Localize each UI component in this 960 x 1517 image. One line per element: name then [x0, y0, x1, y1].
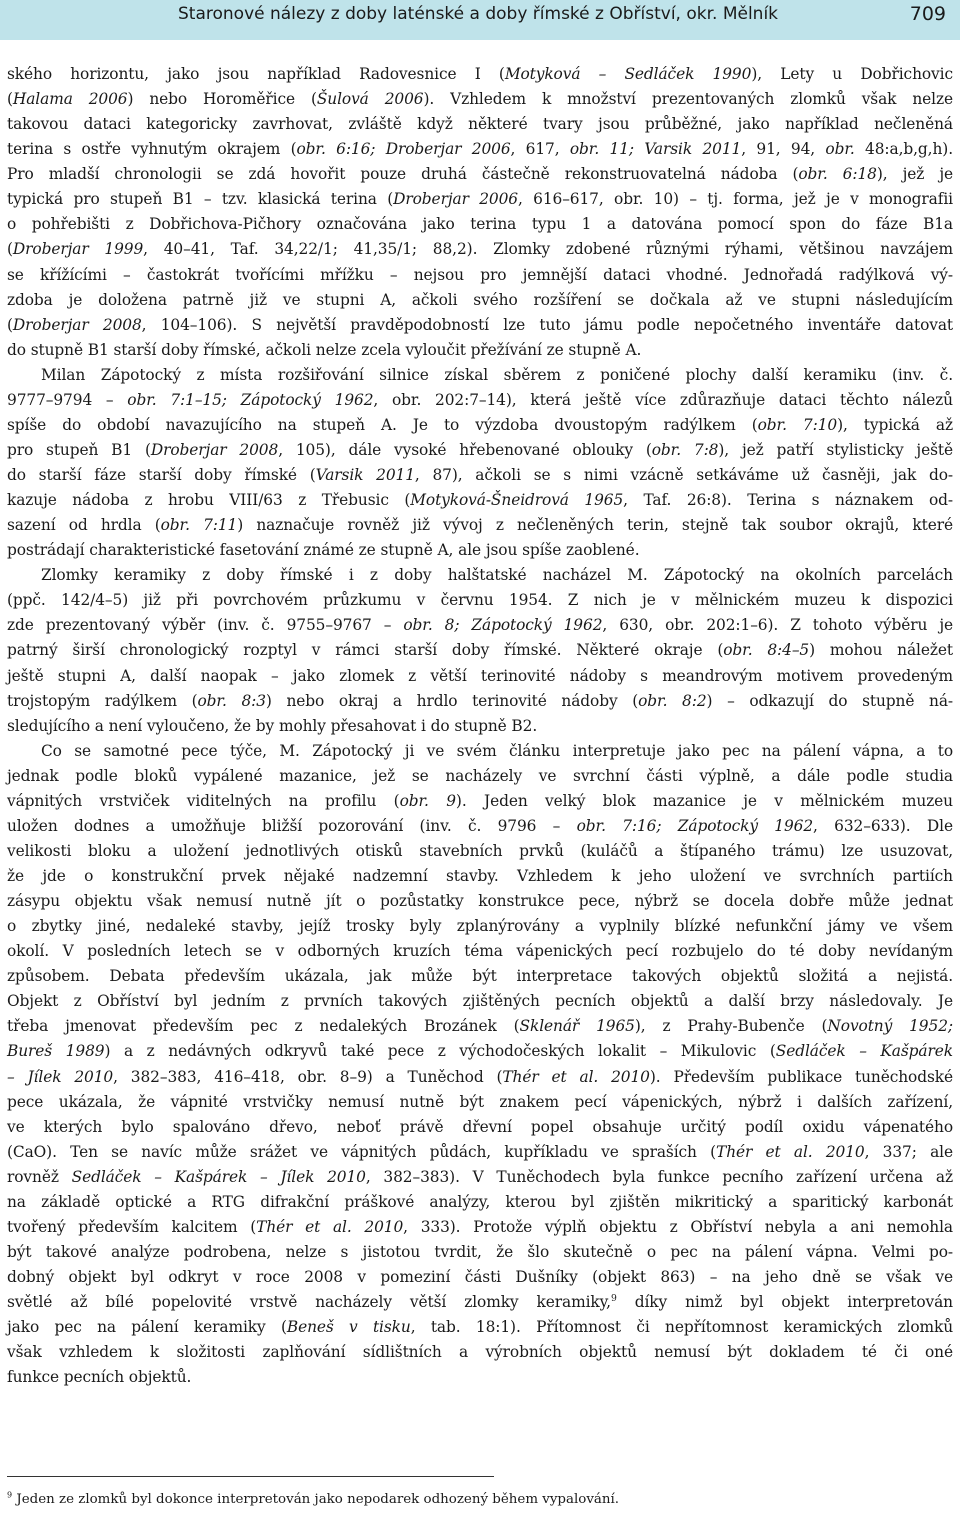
footnote-number: 9 — [7, 1490, 13, 1500]
text-line — [7, 764, 953, 789]
text-line — [7, 889, 953, 914]
citation: Droberjar 2008 — [12, 315, 142, 334]
text-line — [7, 263, 953, 288]
citation: Motyková-Šneidrová 1965 — [410, 491, 624, 510]
text-line — [7, 864, 953, 889]
text-run: jednak podle bloků vypálené mazanice, jež se nacházely ve svrchní části výplně, a dále podle studia — [7, 766, 953, 785]
text-run: ) nebo Horoměřice ( — [127, 90, 317, 109]
page-number: 709 — [909, 3, 946, 25]
text-line — [7, 1315, 953, 1340]
text-run: že jde o konstrukční prvek nějaké nadzemní stavby. Vzhledem k jeho uložení ve svrchních partiích — [7, 867, 953, 885]
text-run: se křížícími – častokrát tvořícími mřížku – nejsou pro jemnější dataci vhodné. Jednořadá radýlková vý- — [7, 265, 953, 284]
text-line — [7, 338, 953, 363]
footnote-separator — [7, 1476, 494, 1477]
text-line — [7, 363, 953, 388]
text-line — [7, 1365, 953, 1390]
text-run: , 630, obr. 202:1–6). Z tohoto výběru je — [602, 616, 953, 635]
text-run: pro stupeň B1 ( — [7, 440, 151, 459]
text-line — [7, 939, 953, 964]
text-line — [7, 488, 953, 513]
text-run: ), z Prahy-Bubenče ( — [634, 1017, 828, 1036]
text-run: velikosti bloku a uložení jednotlivých otisků stavebních prvků (kuláčů a štípaného trámu) lze usuzovat, — [7, 841, 953, 860]
text-run: o pohřebišti z Dobřichova-Pičhory označována jako terina typu 1 a datována pomocí spon do fáze B1a — [7, 215, 953, 234]
text-line — [7, 638, 953, 663]
text-run: Pro mladší chronologii se zdá hovořit pouze druhá částečně rekonstruovatelná nádoba ( — [7, 165, 799, 184]
citation: obr. 7:1–15; Zápotocký 1962 — [127, 390, 374, 409]
text-line — [7, 112, 953, 137]
footnote — [7, 1491, 619, 1509]
citation: obr. 6:18 — [798, 165, 877, 184]
text-line — [7, 1215, 953, 1240]
text-run: (ppč. 142/4–5) již při povrchovém průzkumu v červnu 1954. Z nich je v mělnickém muzeu k dispozici — [7, 591, 953, 610]
footnote-text: Jeden ze zlomků byl dokonce interpretován jako nepodarek odhozený během vypalování. — [12, 1492, 620, 1507]
text-run: pece ukázala, že vápnité vrstvičky nemusí nutně být znakem pecí vápenických, nýbrž i dalších zařízení, — [7, 1092, 953, 1111]
text-run: dobný objekt byl odkryt v roce 2008 v pomeziní části Dušníky (objekt 863) – na jeho dně se však ve — [7, 1268, 953, 1286]
text-run: trojstopým radýlkem ( — [7, 691, 198, 710]
text-line — [7, 162, 953, 187]
text-run: ). Vzhledem k množství prezentovaných zlomků však nelze — [423, 90, 953, 109]
text-line — [7, 1115, 953, 1140]
citation: Novotný 1952; — [827, 1017, 953, 1036]
text-run: , 382–383). V Tuněchodech byla funkce pecního zařízení určena až — [365, 1167, 953, 1186]
text-run: patrný širší chronologický rozptyl v rámci starší doby římské. Některé okraje ( — [7, 641, 724, 660]
text-run: , 87), ačkoli se s nimi vzácně setkáváme už časněji, jak do- — [414, 466, 954, 484]
text-run: do stupně B1 starší doby římské, ačkoli nelze zcela vyloučit přežívání ze stupně A. — [7, 340, 642, 359]
text-run: ještě stupni A, další naopak – jako zlomek z větší terinovité nádoby s meandrovým motivem provedeným — [7, 666, 953, 685]
text-run: , 105), dále vysoké hřebenované oblouky ( — [278, 440, 652, 459]
text-run: , 337; ale — [864, 1142, 954, 1161]
citation: obr. — [825, 140, 855, 159]
text-line — [7, 1065, 953, 1090]
text-line — [7, 1039, 953, 1064]
text-run: , 616–617, obr. 10) – tj. forma, jež je v monografii — [517, 190, 953, 209]
text-run: , 40–41, Taf. 34,22/1; 41,35/1; 88,2). Zlomky zdobené různými rýhami, většinou navzájem — [143, 240, 953, 259]
text-run: díky nimž byl objekt interpretován — [616, 1293, 953, 1312]
citation: Droberjar 1999 — [12, 240, 144, 259]
text-run: jako pec na pálení keramiky ( — [7, 1318, 287, 1337]
text-run: ), jež je — [876, 165, 953, 184]
text-run: Milan Zápotocký z místa rozšiřování silnice získal sběrem z poničené plochy další keramiku (inv. č. — [41, 365, 953, 384]
text-run: takovou dataci kategoricky zavrhovat, zvláště když některé tvary jsou průběžné, jako například nečleněná — [7, 115, 953, 134]
citation: obr. 8; Zápotocký 1962 — [403, 616, 603, 635]
text-run: , 333). Protože výplň objektu z Obříství nebyla a ani nemohla — [403, 1217, 954, 1236]
text-line — [7, 1140, 953, 1165]
running-header — [0, 0, 960, 40]
text-run: způsobem. Debata především ukázala, jak může být interpretace takových objektů složitá a nejistá. — [7, 967, 953, 986]
text-line — [7, 914, 953, 939]
citation: obr. 7:11 — [160, 516, 238, 535]
text-run: tvořený především kalcitem ( — [7, 1217, 257, 1236]
text-line — [7, 739, 953, 764]
text-run: Objekt z Obříství byl jedním z prvních takových zjištěných pecních objektů a další brzy následovaly. Je — [7, 992, 953, 1011]
text-line — [7, 588, 953, 613]
text-run: (CaO). Ten se navíc může srážet ve vápnitých půdách, kupříkladu ve spraších ( — [7, 1142, 717, 1161]
text-run: uložen dodnes a umožňuje bližší pozorování (inv. č. 9796 – — [7, 816, 577, 835]
text-run: na základě optické a RTG difrakční práškové analýzy, kterou byl zjištěn mikritický a sparitický karbonát — [7, 1192, 953, 1211]
text-run: spíše do období navazujícího na stupeň A. Je to výzdoba dvoustopým radýlkem ( — [7, 415, 758, 434]
running-header-title: Staronové nálezy z doby laténské a doby římské z Obříství, okr. Mělník — [178, 4, 779, 24]
text-line — [7, 212, 953, 237]
citation: Bureš 1989 — [7, 1042, 105, 1061]
text-run: , Taf. 26:8). Terina s náznakem od- — [623, 491, 953, 510]
text-run: typická pro stupeň B1 – tzv. klasická terina ( — [7, 190, 394, 209]
text-line — [7, 137, 953, 162]
text-run: ), jež patří stylisticky ještě — [718, 440, 953, 459]
text-run: Zlomky keramiky z doby římské i z doby halštatské nacházel M. Zápotocký na okolních parcelách — [41, 566, 953, 585]
text-line — [7, 237, 953, 262]
text-line — [7, 388, 953, 413]
text-line — [7, 438, 953, 463]
citation: Thér et al. 2010 — [256, 1217, 404, 1236]
text-run: ve kterých bylo spalováno dřevo, neboť právě dřevní popel obsahuje určitý podíl oxidu vápenatého — [7, 1117, 953, 1136]
citation: Thér et al. 2010 — [716, 1142, 865, 1161]
text-line — [7, 814, 953, 839]
text-run: světlé až bílé popelovité vrstvě nacházely větší zlomky keramiky, — [7, 1293, 611, 1312]
text-line — [7, 789, 953, 814]
citation: Varsik 2011 — [315, 466, 415, 484]
text-line — [7, 413, 953, 438]
text-run: ( — [7, 240, 13, 259]
text-run: funkce pecních objektů. — [7, 1368, 192, 1387]
text-line — [7, 187, 953, 212]
citation: Droberjar 2008 — [150, 440, 279, 459]
text-run: okolí. V posledních letech se v odborných kruzích téma vápenických pecí rozbujelo do té doby nevídaným — [7, 942, 953, 961]
text-line — [7, 839, 953, 864]
text-line — [7, 1240, 953, 1265]
text-run: postrádají charakteristické fasetování známé ze stupně A, ale jsou spíše zaoblené. — [7, 541, 640, 560]
text-line — [7, 1090, 953, 1115]
citation: obr. 6:16; Droberjar 2006 — [296, 140, 511, 159]
text-line — [7, 714, 953, 739]
text-line — [7, 664, 953, 689]
text-line — [7, 538, 953, 563]
text-run: ) – odkazují do stupně ná- — [706, 691, 953, 710]
citation: obr. 8:2 — [638, 691, 707, 710]
text-run: ), typická až — [837, 415, 953, 434]
text-run: , 104–106). S největší pravděpodobností lze tuto jámu podle nepočetného inventáře datovat — [141, 315, 953, 334]
text-run: ( — [7, 315, 13, 334]
text-run: být takové analýze podrobena, nelze s jistotou tvrdit, že šlo skutečně o pec na pálení vápna. Velmi po- — [7, 1242, 953, 1261]
text-line — [7, 313, 953, 338]
text-run: sledujícího a není vyloučeno, že by mohly přesahovat i do stupně B2. — [7, 716, 538, 735]
text-run: , tab. 18:1). Přítomnost či nepřítomnost keramických zlomků — [410, 1318, 954, 1337]
text-run: terina s ostře vyhnutým okrajem ( — [7, 140, 297, 159]
text-run: o zbytky jiné, nedaleké stavby, jejíž trosky byly zplanýrovány a vyplnily blízké nefunkční jámy ve všem — [7, 917, 953, 936]
text-run: kazuje nádoba z hrobu VIII/63 z Třebusic ( — [7, 491, 411, 510]
citation: – Jílek 2010 — [7, 1067, 114, 1086]
text-line — [7, 288, 953, 313]
text-run: ( — [7, 90, 13, 109]
citation: Droberjar 2006 — [393, 190, 518, 209]
text-run: , 617, — [510, 140, 570, 159]
citation: obr. 7:10 — [757, 415, 838, 434]
text-line — [7, 563, 953, 588]
text-line — [7, 1265, 953, 1290]
citation: obr. 11; Varsik 2011 — [569, 140, 742, 159]
text-run: , 382–383, 416–418, obr. 8–9) a Tuněchod ( — [113, 1067, 503, 1086]
text-line — [7, 87, 953, 112]
text-run: ) a z nedávných odkryvů také pece z východočeských lokalit – Mikulovic ( — [104, 1042, 776, 1061]
text-line — [7, 62, 953, 87]
text-line — [7, 463, 953, 488]
text-run: 9777–9794 – — [7, 390, 128, 409]
footnote-ref: 9 — [610, 1292, 617, 1304]
text-run: , 91, 94, — [741, 140, 826, 159]
text-run: Co se samotné pece týče, M. Zápotocký ji ve svém článku interpretuje jako pec na pálení vápna, a to — [41, 741, 953, 760]
text-run: do starší fáze starší doby římské ( — [7, 466, 316, 484]
text-run: zde prezentovaný výběr (inv. č. 9755–9767 – — [7, 616, 404, 635]
text-line — [7, 1340, 953, 1365]
text-line — [7, 1190, 953, 1215]
text-run: zásypu objektu však nemusí nutně jít o pozůstatky konstrukce pece, nýbrž se docela dobře může jednat — [7, 892, 953, 911]
citation: Beneš v tisku — [286, 1318, 411, 1337]
text-line — [7, 689, 953, 714]
citation: obr. 7:8 — [651, 440, 719, 459]
text-run: ) nebo okraj a hrdlo terinovité nádoby ( — [265, 691, 639, 710]
text-line — [7, 613, 953, 638]
citation: obr. 7:16; Zápotocký 1962 — [576, 816, 814, 835]
text-line — [7, 1014, 953, 1039]
citation: Sedláček – Kašpárek — [775, 1042, 953, 1061]
text-run: rovněž — [7, 1167, 72, 1186]
text-run: ) mohou náležet — [809, 641, 953, 660]
body-text — [7, 62, 953, 1390]
text-line — [7, 513, 953, 538]
citation: obr. 8:4–5 — [723, 641, 810, 660]
citation: Sklenář 1965 — [519, 1017, 635, 1036]
citation: obr. 9 — [399, 791, 456, 810]
text-run: sazení od hrdla ( — [7, 516, 161, 535]
citation: Thér et al. 2010 — [502, 1067, 650, 1086]
text-line — [7, 964, 953, 989]
text-run: , obr. 202:7–14), která ještě více zdůrazňuje dataci těchto nálezů — [373, 390, 953, 409]
text-run: ), Lety u Dobřichovic — [751, 65, 953, 83]
citation: Šulová 2006 — [316, 90, 424, 109]
text-line — [7, 1165, 953, 1190]
text-run: ). Především publikace tuněchodské — [649, 1067, 954, 1086]
citation: Sedláček – Kašpárek – Jílek 2010 — [71, 1167, 366, 1186]
text-run: vápnitých vrstviček viditelných na profilu ( — [7, 791, 400, 810]
citation: obr. 8:3 — [197, 691, 266, 710]
text-run: ). Jeden velký blok mazanice je v mělnickém muzeu — [455, 791, 953, 810]
text-run: 48:a,b,g,h). — [854, 140, 953, 159]
text-line — [7, 1290, 953, 1315]
text-line — [7, 989, 953, 1014]
text-run: , 632–633). Dle — [813, 816, 953, 835]
text-run: ského horizontu, jako jsou například Radovesnice I ( — [7, 65, 505, 83]
citation: Halama 2006 — [12, 90, 128, 109]
text-run: třeba jmenovat především pec z nedalekých Brozánek ( — [7, 1017, 520, 1036]
citation: Motyková – Sedláček 1990 — [504, 65, 752, 83]
text-run: zdoba je doložena patrně již ve stupni A, ačkoli svého rozšíření se dočkala až ve stupni následujícím — [7, 290, 953, 309]
text-run: však vzhledem k složitosti zaplňování sídlištních a výrobních objektů nemusí být dokladem té či oné — [7, 1343, 953, 1362]
text-run: ) naznačuje rovněž již vývoj z nečleněných terin, stejně tak soubor okrajů, které — [237, 516, 953, 535]
